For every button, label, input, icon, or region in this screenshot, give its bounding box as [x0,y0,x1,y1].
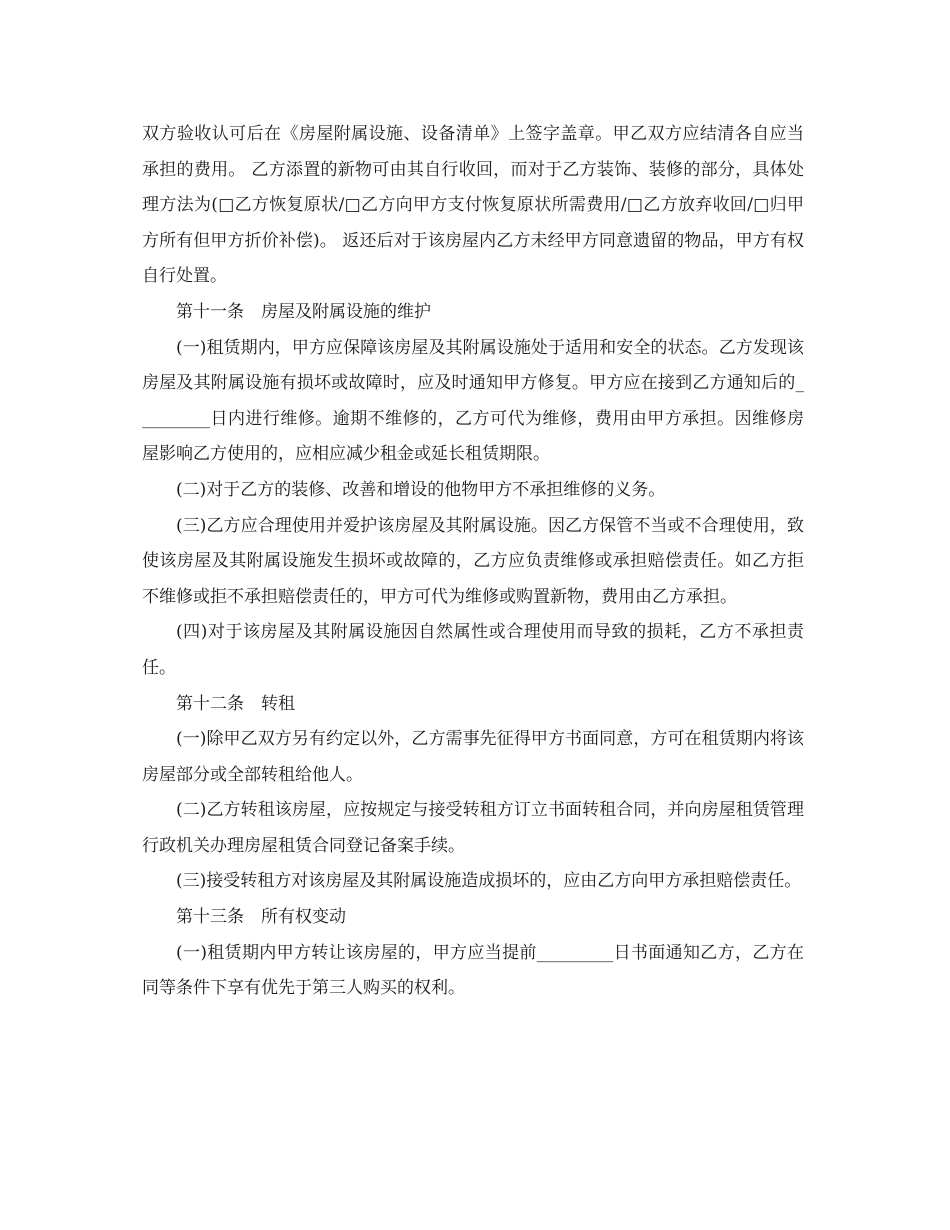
article-12-clause-1: (一)除甲乙双方另有约定以外，乙方需事先征得甲方书面同意，方可在租赁期内将该房屋部分或全部转租给他人。 [142,729,804,785]
article-11-clause-3: (三)乙方应合理使用并爱护该房屋及其附属设施。因乙方保管不当或不合理使用，致使该房屋及其附属设施发生损坏或故障的，乙方应负责维修或承担赔偿责任。如乙方拒不维修或拒不承担赔偿责任的，甲方可代为维修或购置新物，费用由乙方承担。 [142,515,804,607]
article-13-clause-1: (一)租赁期内甲方转让该房屋的，甲方应当提前_________日书面通知乙方，乙方在同等条件下享有优先于第三人购买的权利。 [142,942,804,999]
article-12-heading: 第十二条 转租 [176,693,295,714]
paragraph-return-handling: 双方验收认可后在《房屋附属设施、设备清单》上签字盖章。甲乙双方应结清各自应当承担的费用。 乙方添置的新物可由其自行收回，而对于乙方装饰、装修的部分，具体处理方法为(□乙方恢复原状/□乙方向甲方支付恢复原状所需费用/□乙方放弃收回/□归甲方所有但甲方折价补偿)。 返还后对于该房屋内乙方未经甲方同意遗留的物品，甲方有权自行处置。 [142,124,804,287]
article-11-clause-2: (二)对于乙方的装修、改善和增设的他物甲方不承担维修的义务。 [176,479,666,500]
article-13-heading: 第十三条 所有权变动 [176,907,346,928]
article-12-clause-2: (二)乙方转租该房屋，应按规定与接受转租方订立书面转租合同，并向房屋租赁管理行政机关办理房屋租赁合同登记备案手续。 [142,800,804,856]
article-12-clause-3: (三)接受转租方对该房屋及其附属设施造成损坏的，应由乙方向甲方承担赔偿责任。 [176,871,802,892]
article-11-heading: 第十一条 房屋及附属设施的维护 [176,301,431,322]
article-11-clause-1: (一)租赁期内，甲方应保障该房屋及其附属设施处于适用和安全的状态。乙方发现该房屋及其附属设施有损坏或故障时，应及时通知甲方修复。甲方应在接到乙方通知后的_________日内进行维修。逾期不维修的，乙方可代为维修，费用由甲方承担。因维修房屋影响乙方使用的，应相应减少租金或延长租赁期限。 [142,337,804,465]
article-11-clause-4: (四)对于该房屋及其附属设施因自然属性或合理使用而导致的损耗，乙方不承担责任。 [142,622,804,678]
document-page [142,117,804,1007]
